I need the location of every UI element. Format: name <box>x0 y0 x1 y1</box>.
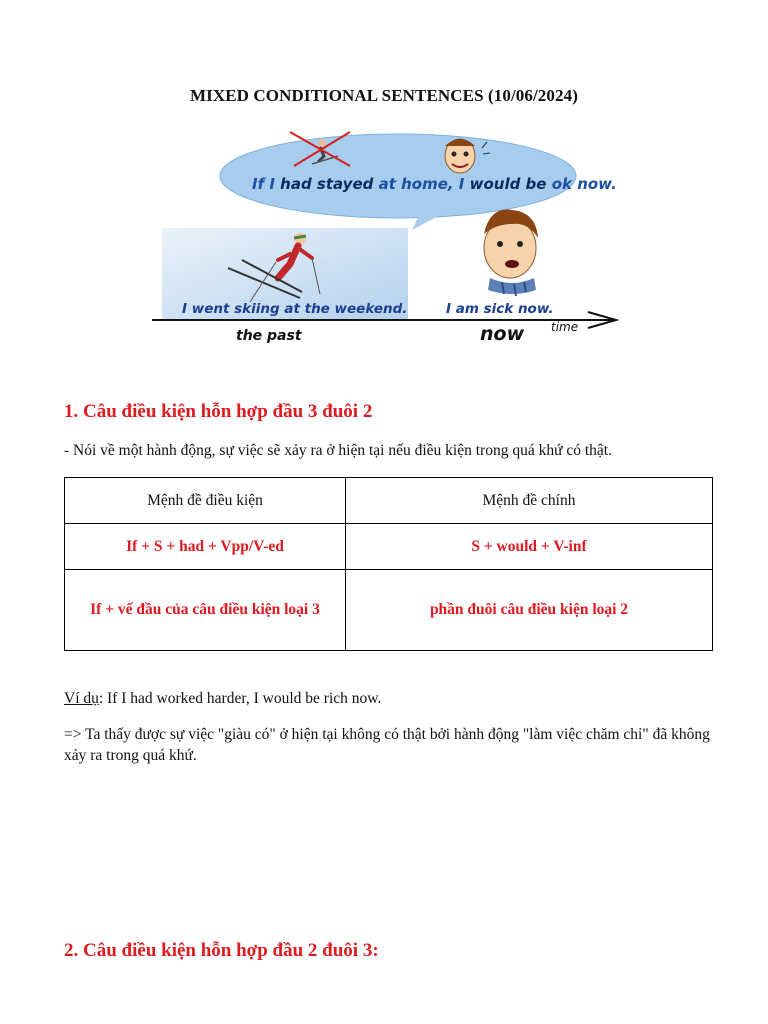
example-line <box>64 688 724 709</box>
document-title: MIXED CONDITIONAL SENTENCES (10/06/2024) <box>190 86 578 105</box>
formula-main: S + would + V-inf <box>346 524 713 570</box>
section2-heading: 2. Câu điều kiện hỗn hợp đầu 2 đuôi 3: <box>64 940 379 961</box>
table-row <box>65 524 713 570</box>
bubble-text-if: If I <box>252 175 281 193</box>
section1-heading: 1. Câu điều kiện hỗn hợp đầu 3 đuôi 2 <box>64 401 373 422</box>
header-condition-clause: Mệnh đề điều kiện <box>65 478 346 524</box>
section1-description: - Nói về một hành động, sự việc sẽ xảy ra ở hiện tại nếu điều kiện trong quá khứ có thật. <box>64 442 612 459</box>
mixed-conditional-illustration <box>150 126 620 356</box>
example-label: Ví dụ <box>64 690 99 707</box>
svg-text:If I had stayed at home, I wou <box>252 175 617 193</box>
formula-condition: If + S + had + Vpp/V-ed <box>65 524 346 570</box>
now-caption: I am sick now. <box>446 301 554 317</box>
table-row <box>65 570 713 651</box>
description-main: phần đuôi câu điều kiện loại 2 <box>346 570 713 651</box>
bubble-text-had-stayed: had stayed <box>280 175 374 193</box>
bubble-text-mid: at home, I <box>373 175 470 193</box>
header-main-clause: Mệnh đề chính <box>346 478 713 524</box>
label-time: time <box>551 320 579 334</box>
table-header-row <box>65 478 713 524</box>
bubble-text-would-be: would be <box>469 175 547 193</box>
past-caption: I went skiing at the weekend. <box>182 301 408 317</box>
bubble-text-end: ok now. <box>546 175 617 193</box>
example-explanation: => Ta thấy được sự việc "giàu có" ở hiện tại không có thật bởi hành động "làm việc chăm chỉ" đã không xảy ra trong quá khứ. <box>64 726 710 764</box>
label-the-past: the past <box>236 328 302 344</box>
sick-boy-icon <box>484 210 538 297</box>
conditional-structure-table <box>64 477 713 651</box>
label-now: now <box>480 323 525 345</box>
example-text: : If I had worked harder, I would be rich now. <box>98 690 382 707</box>
description-condition: If + vế đầu của câu điều kiện loại 3 <box>65 570 346 651</box>
